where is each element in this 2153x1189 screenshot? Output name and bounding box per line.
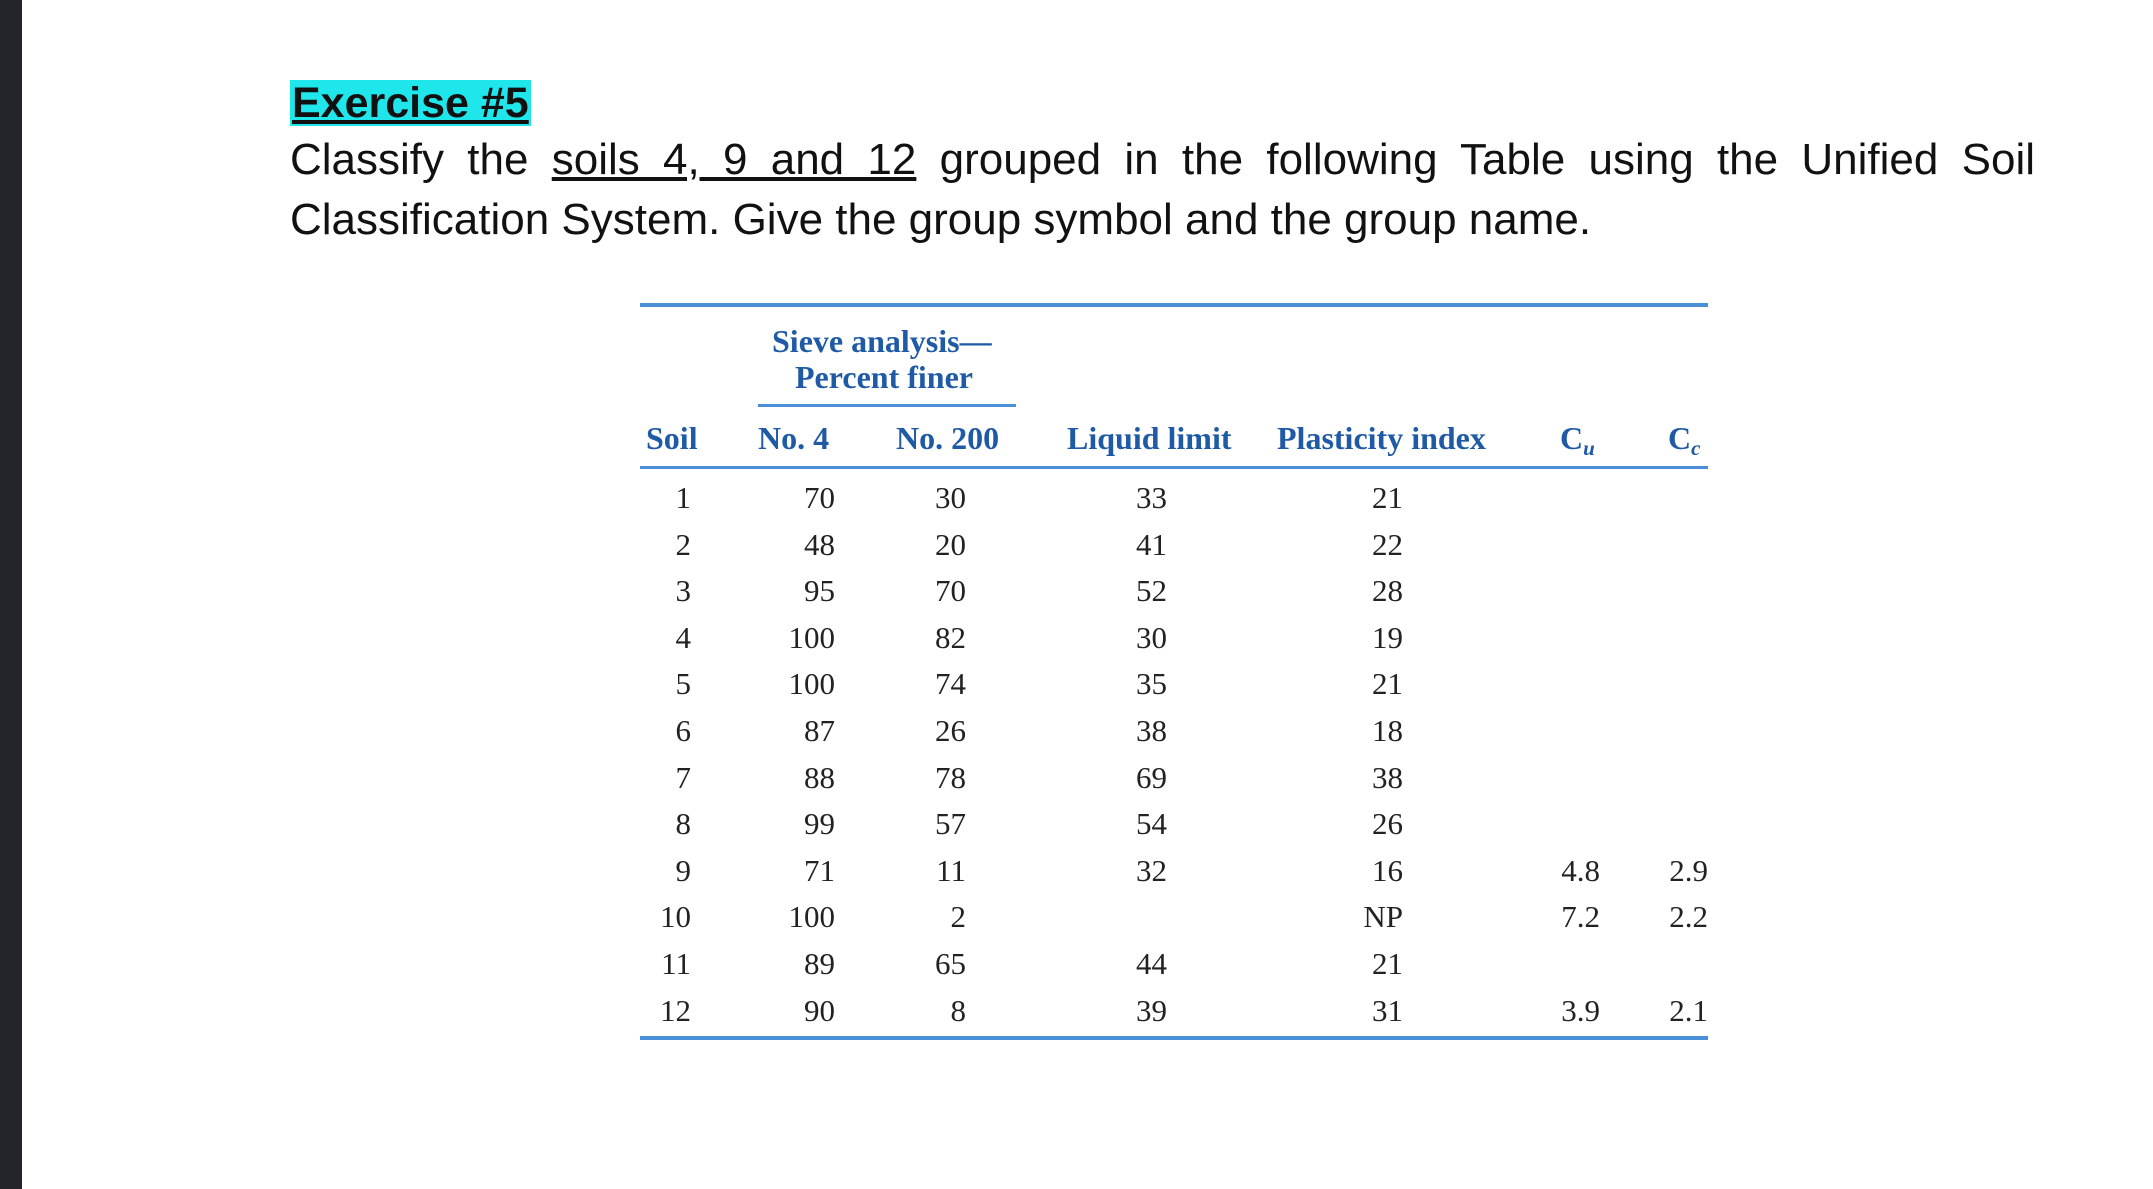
liquid-limit-value: 52	[1136, 573, 1167, 609]
soil-number: 12	[660, 992, 691, 1028]
liquid-limit-value: 33	[1136, 480, 1167, 515]
liquid-limit-value: 35	[1136, 666, 1167, 702]
column-header-liquid-limit: Liquid limit	[1067, 420, 1232, 456]
cu-value: 7.2	[1561, 899, 1600, 935]
no200-value: 2	[950, 899, 966, 935]
plasticity-index-value: 19	[1372, 619, 1403, 655]
no4-value: 70	[804, 480, 835, 515]
liquid-limit-value: 69	[1136, 759, 1167, 795]
exercise-instructions	[290, 130, 2035, 250]
header-bottom-rule	[640, 466, 1708, 469]
plasticity-index-value: 21	[1372, 480, 1403, 515]
soil-number: 5	[675, 666, 691, 702]
liquid-limit-value: 30	[1136, 619, 1167, 655]
exercise-title: Exercise #5	[292, 79, 529, 127]
cu-base: C	[1560, 420, 1584, 456]
no200-value: 30	[935, 480, 966, 515]
instructions-lead: Classify the	[290, 135, 552, 184]
cc-value: 2.9	[1669, 852, 1708, 888]
no200-value: 78	[935, 759, 966, 795]
soil-data-table	[640, 303, 1708, 1041]
cu-value: 3.9	[1561, 992, 1600, 1028]
no4-value: 90	[804, 992, 835, 1028]
no4-value: 100	[788, 619, 835, 655]
soil-number: 11	[661, 946, 691, 981]
soil-number: 2	[675, 526, 691, 562]
liquid-limit-value: 54	[1136, 806, 1167, 842]
soil-number: 9	[675, 852, 691, 888]
no4-value: 88	[804, 759, 835, 795]
soil-number: 10	[660, 899, 691, 935]
no4-value: 71	[804, 852, 835, 888]
sieve-group-header-line1: Sieve analysis—	[772, 323, 992, 359]
window-edge-bar	[0, 0, 22, 1189]
soil-number: 8	[675, 806, 691, 842]
column-header-no4: No. 4	[758, 420, 830, 456]
column-header-cc	[1668, 420, 1700, 466]
no200-value: 8	[950, 992, 966, 1028]
no200-value: 65	[935, 946, 966, 981]
plasticity-index-value: 16	[1372, 852, 1403, 888]
soil-number: 7	[675, 759, 691, 795]
cc-value: 2.1	[1669, 992, 1708, 1028]
liquid-limit-value: 38	[1136, 713, 1167, 748]
no4-value: 48	[804, 526, 835, 562]
plasticity-index-value: 21	[1372, 946, 1403, 981]
column-header-soil: Soil	[646, 420, 698, 456]
no200-value: 74	[935, 666, 966, 702]
no200-value: 57	[935, 806, 966, 842]
soil-number: 4	[675, 619, 691, 655]
instructions-highlighted-soils: soils 4, 9 and 12	[551, 135, 917, 184]
liquid-limit-value: 39	[1136, 992, 1167, 1028]
column-header-cu	[1560, 420, 1595, 466]
column-header-plasticity-index: Plasticity index	[1277, 420, 1486, 456]
no4-value: 95	[804, 573, 835, 609]
no4-value: 100	[788, 899, 835, 935]
no200-value: 11	[936, 852, 966, 888]
plasticity-index-value: 22	[1372, 526, 1403, 562]
no200-value: 82	[935, 619, 966, 655]
plasticity-index-value: NP	[1363, 899, 1403, 935]
no200-value: 70	[935, 573, 966, 609]
liquid-limit-value: 44	[1136, 946, 1167, 981]
soil-number: 3	[675, 573, 691, 609]
instructions-tail: grouped in the following Table using the Unified Soil Classification System. Give the group symbol and the group name.	[290, 135, 2035, 244]
plasticity-index-value: 18	[1372, 713, 1403, 748]
sieve-group-rule	[758, 404, 1016, 407]
plasticity-index-value: 31	[1372, 992, 1403, 1028]
cc-value: 2.2	[1669, 899, 1708, 935]
cu-value: 4.8	[1561, 852, 1600, 888]
cc-base: C	[1668, 420, 1692, 456]
plasticity-index-value: 38	[1372, 759, 1403, 795]
no4-value: 87	[804, 713, 835, 748]
no4-value: 99	[804, 806, 835, 842]
no4-value: 100	[788, 666, 835, 702]
sieve-group-header-line2: Percent finer	[795, 359, 973, 395]
plasticity-index-value: 26	[1372, 806, 1403, 842]
no200-value: 20	[935, 526, 966, 562]
cu-subscript: u	[1583, 436, 1595, 460]
no4-value: 89	[804, 946, 835, 981]
column-header-no200: No. 200	[896, 420, 1000, 456]
liquid-limit-value: 41	[1136, 526, 1167, 562]
no200-value: 26	[935, 713, 966, 748]
table-top-rule	[640, 303, 1708, 307]
cc-subscript: c	[1691, 436, 1701, 460]
plasticity-index-value: 21	[1372, 666, 1403, 702]
soil-number: 1	[675, 480, 691, 515]
plasticity-index-value: 28	[1372, 573, 1403, 609]
table-bottom-rule	[640, 1036, 1708, 1040]
soil-number: 6	[675, 713, 691, 748]
liquid-limit-value: 32	[1136, 852, 1167, 888]
